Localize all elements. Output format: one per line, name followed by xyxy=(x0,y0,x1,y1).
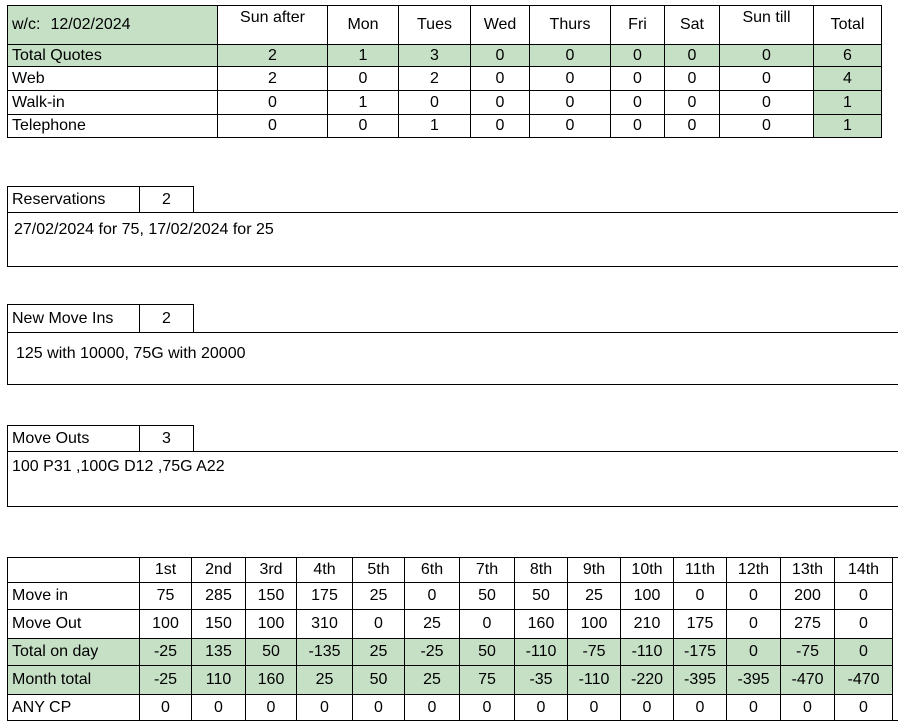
table-cell: -110 xyxy=(620,638,674,666)
table-cell: 0 xyxy=(673,582,727,610)
table-cell: 135 xyxy=(191,638,246,666)
table-cell: 1 xyxy=(398,114,471,138)
row-label: Total on day xyxy=(7,638,140,666)
table-cell: 160 xyxy=(245,665,297,695)
column-header-sat: Sat xyxy=(664,5,720,45)
column-header-tues: Tues xyxy=(398,5,471,45)
table-cell: 25 xyxy=(404,665,460,695)
table-cell: -110 xyxy=(567,665,621,695)
table-cell: 75 xyxy=(459,665,515,695)
table-cell: 210 xyxy=(620,609,674,639)
table-cell: 175 xyxy=(673,609,727,639)
move-outs-label: Move Outs xyxy=(7,425,140,452)
table-cell: 50 xyxy=(459,582,515,610)
table-cell: -75 xyxy=(780,638,835,666)
table-cell: 0 xyxy=(327,66,399,91)
table-cell: -175 xyxy=(673,638,727,666)
table-cell: 0 xyxy=(529,114,611,138)
move-ins-label: New Move Ins xyxy=(7,304,140,333)
table-cell: 3 xyxy=(398,44,471,67)
day-header: 3rd xyxy=(245,557,297,583)
table-cell: 100 xyxy=(620,582,674,610)
table-cell: 0 xyxy=(217,90,328,115)
table-cell: 0 xyxy=(459,609,515,639)
table-cell: -25 xyxy=(404,638,460,666)
column-header-thurs: Thurs xyxy=(529,5,611,45)
move-ins-details: 125 with 10000, 75G with 20000 xyxy=(16,345,246,362)
table-cell: 160 xyxy=(514,609,568,639)
table-cell: 1 xyxy=(813,90,882,115)
table-cell: -110 xyxy=(514,638,568,666)
table-cell: 0 xyxy=(217,114,328,138)
table-cell: 25 xyxy=(352,638,405,666)
table-cell: 0 xyxy=(664,90,720,115)
table-cell: -75 xyxy=(567,638,621,666)
table-cell: 2 xyxy=(398,66,471,91)
table-cell: 0 xyxy=(514,694,568,721)
table-cell: 2 xyxy=(217,44,328,67)
day-header: 14th xyxy=(834,557,893,583)
table-cell: 100 xyxy=(567,609,621,639)
table-cell: 0 xyxy=(459,694,515,721)
table-cell: -25 xyxy=(139,638,192,666)
table-cell: 0 xyxy=(719,66,814,91)
table-cell: 4 xyxy=(813,66,882,91)
table-cell: 50 xyxy=(352,665,405,695)
table-cell: 0 xyxy=(470,66,530,91)
table-cell: 0 xyxy=(726,694,781,721)
table-cell: 0 xyxy=(470,44,530,67)
table-cell: 0 xyxy=(726,609,781,639)
table-cell: 0 xyxy=(529,44,611,67)
day-header: 6th xyxy=(404,557,460,583)
table-cell: 25 xyxy=(404,609,460,639)
day-header: 4th xyxy=(296,557,353,583)
table-cell: 275 xyxy=(780,609,835,639)
week-label: w/c: xyxy=(12,16,41,33)
table-cell: 150 xyxy=(191,609,246,639)
table-cell: 0 xyxy=(327,114,399,138)
day-header: 5th xyxy=(352,557,405,583)
table-cell: 200 xyxy=(780,582,835,610)
week-value: 12/02/2024 xyxy=(50,16,131,33)
day-header: 13th xyxy=(780,557,835,583)
table-cell: 0 xyxy=(191,694,246,721)
table-cell: 0 xyxy=(726,582,781,610)
table-cell: 0 xyxy=(470,114,530,138)
table-cell: 0 xyxy=(404,694,460,721)
day-header: 1st xyxy=(139,557,192,583)
table-cell: 0 xyxy=(296,694,353,721)
table-cell: 0 xyxy=(529,90,611,115)
reservations-count: 2 xyxy=(139,186,194,213)
table-cell: 50 xyxy=(245,638,297,666)
table-cell: 0 xyxy=(780,694,835,721)
move-ins-count: 2 xyxy=(139,304,194,333)
table-cell: 0 xyxy=(529,66,611,91)
table-cell: 0 xyxy=(834,694,893,721)
day-header: 2nd xyxy=(191,557,246,583)
table-cell: 0 xyxy=(610,114,665,138)
table-cell: 0 xyxy=(719,90,814,115)
row-label: Month total xyxy=(7,665,140,695)
column-header-total: Total xyxy=(813,5,882,45)
move-outs-count: 3 xyxy=(139,425,194,452)
row-label: Walk-in xyxy=(7,90,218,115)
column-header-wed: Wed xyxy=(470,5,530,45)
row-label: ANY CP xyxy=(7,694,140,721)
column-header-sun-till: Sun till xyxy=(719,5,814,45)
table-cell: 0 xyxy=(664,44,720,67)
table-cell: 0 xyxy=(139,694,192,721)
row-label: Move Out xyxy=(7,609,140,639)
table-cell: 0 xyxy=(664,114,720,138)
corner-cell xyxy=(7,557,140,583)
column-header-fri: Fri xyxy=(610,5,665,45)
column-header-mon: Mon xyxy=(327,5,399,45)
table-cell: 1 xyxy=(327,44,399,67)
table-cell: 75 xyxy=(139,582,192,610)
table-cell: 25 xyxy=(352,582,405,610)
table-cell: 50 xyxy=(459,638,515,666)
table-cell: -395 xyxy=(726,665,781,695)
table-cell: 6 xyxy=(813,44,882,67)
table-cell: 0 xyxy=(404,582,460,610)
day-header: 7th xyxy=(459,557,515,583)
table-cell: 50 xyxy=(514,582,568,610)
row-label: Move in xyxy=(7,582,140,610)
table-cell: -470 xyxy=(834,665,893,695)
table-cell: -135 xyxy=(296,638,353,666)
table-cell: 0 xyxy=(398,90,471,115)
day-header: 9th xyxy=(567,557,621,583)
table-cell: -35 xyxy=(514,665,568,695)
table-cell: 0 xyxy=(610,90,665,115)
table-cell: 2 xyxy=(217,66,328,91)
reservations-details: 27/02/2024 for 75, 17/02/2024 for 25 xyxy=(14,221,274,238)
table-cell: 25 xyxy=(567,582,621,610)
table-cell: -470 xyxy=(780,665,835,695)
day-header: 8th xyxy=(514,557,568,583)
table-cell: 0 xyxy=(610,44,665,67)
table-cell: 0 xyxy=(352,694,405,721)
table-cell: 1 xyxy=(327,90,399,115)
row-label: Telephone xyxy=(7,114,218,138)
table-cell: 0 xyxy=(834,638,893,666)
table-cell: -25 xyxy=(139,665,192,695)
table-cell: 175 xyxy=(296,582,353,610)
table-cell: 310 xyxy=(296,609,353,639)
table-cell: 0 xyxy=(673,694,727,721)
day-header: 11th xyxy=(673,557,727,583)
reservations-label: Reservations xyxy=(7,186,140,213)
table-cell: 0 xyxy=(664,66,720,91)
table-cell: 100 xyxy=(139,609,192,639)
table-cell: -220 xyxy=(620,665,674,695)
table-cell: 0 xyxy=(245,694,297,721)
column-header-sun-after: Sun after xyxy=(217,5,328,45)
table-cell: 285 xyxy=(191,582,246,610)
table-cell: 0 xyxy=(834,609,893,639)
table-cell: 0 xyxy=(352,609,405,639)
table-cell: 0 xyxy=(620,694,674,721)
table-cell: 25 xyxy=(296,665,353,695)
table-cell: 0 xyxy=(567,694,621,721)
table-cell: 0 xyxy=(834,582,893,610)
table-cell: 150 xyxy=(245,582,297,610)
move-outs-details: 100 P31 ,100G D12 ,75G A22 xyxy=(12,458,225,475)
table-cell: -395 xyxy=(673,665,727,695)
table-cell: 0 xyxy=(470,90,530,115)
row-label: Total Quotes xyxy=(7,44,218,67)
day-header: 10th xyxy=(620,557,674,583)
day-header: 12th xyxy=(726,557,781,583)
row-label: Web xyxy=(7,66,218,91)
week-commencing-cell xyxy=(7,5,218,45)
table-cell: 100 xyxy=(245,609,297,639)
table-cell: 110 xyxy=(191,665,246,695)
table-cell: 0 xyxy=(719,114,814,138)
table-cell: 0 xyxy=(726,638,781,666)
table-cell: 0 xyxy=(610,66,665,91)
table-cell: 0 xyxy=(719,44,814,67)
table-cell: 1 xyxy=(813,114,882,138)
